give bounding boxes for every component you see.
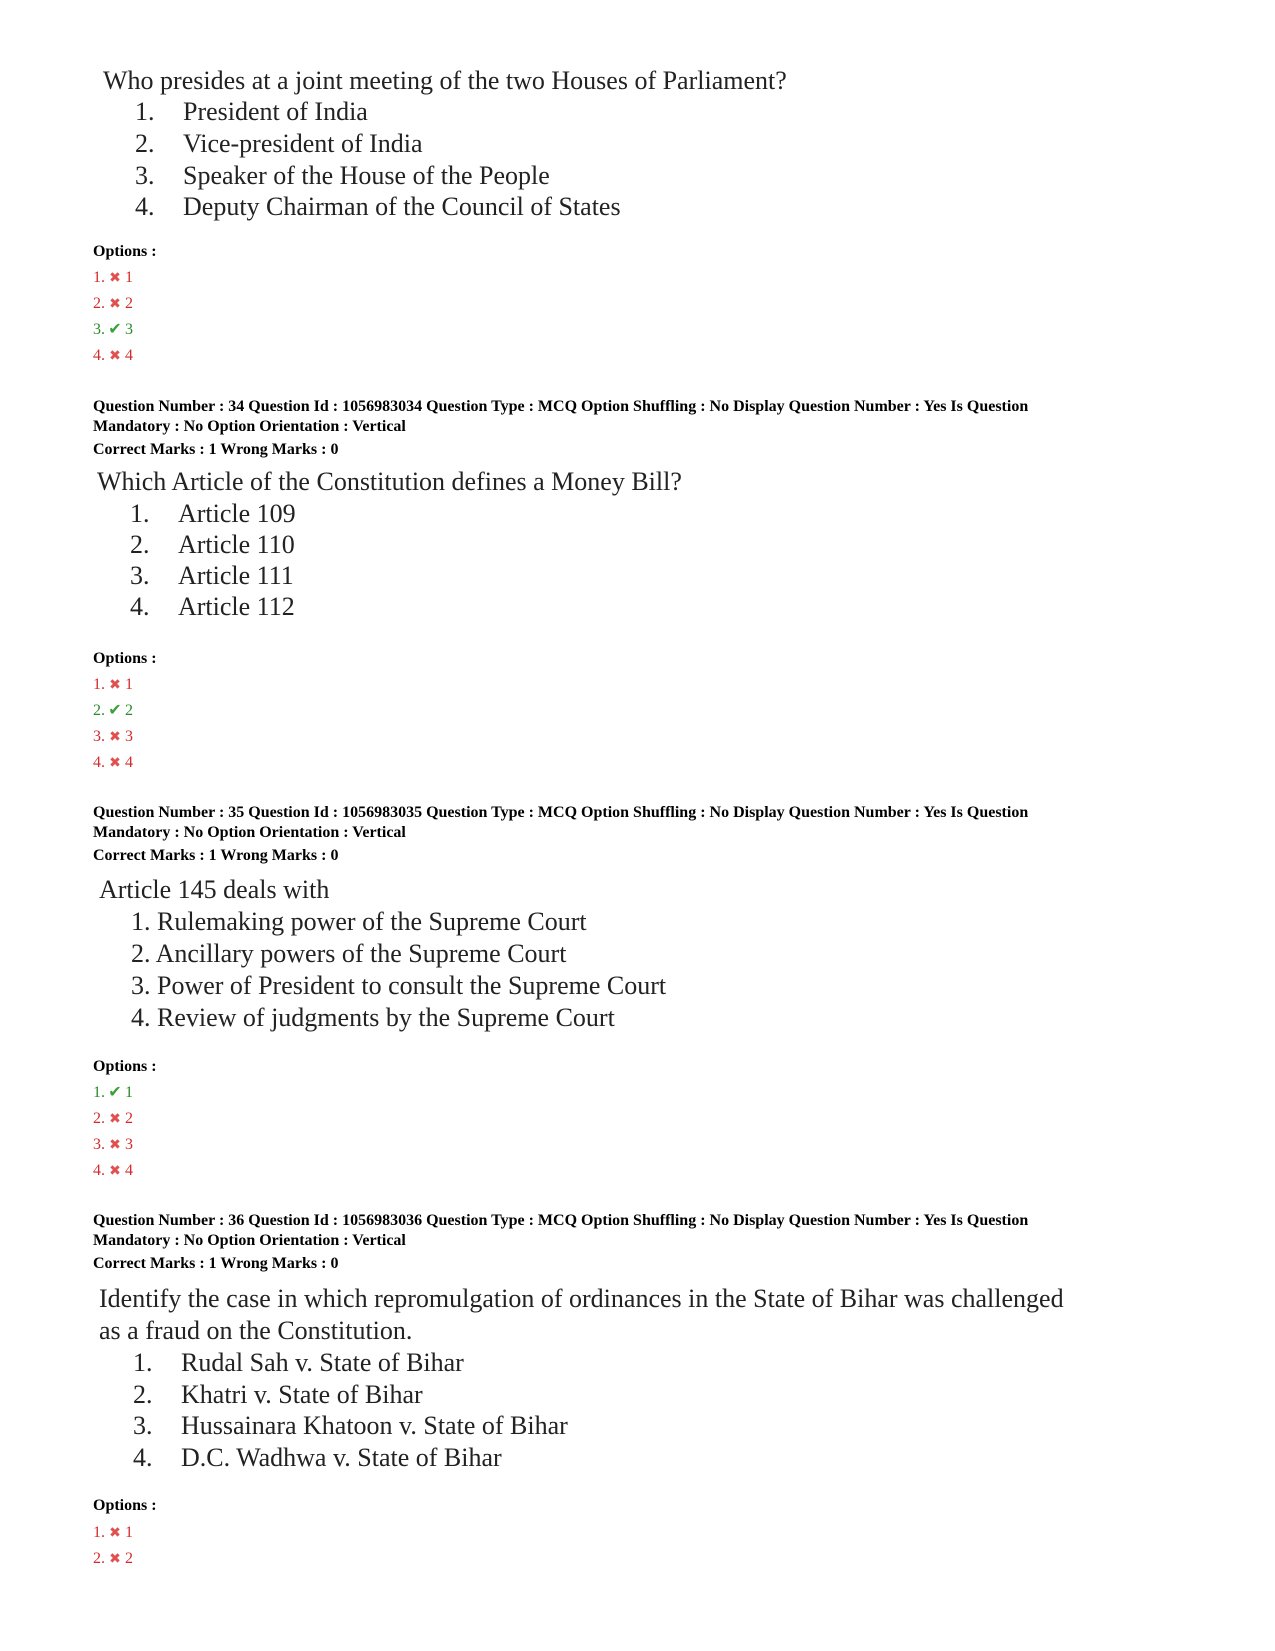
answer-option: 2. ✖ 2 [93, 294, 133, 315]
question-choice: 2. Ancillary powers of the Supreme Court [131, 939, 567, 968]
question-choice: 4. Deputy Chairman of the Council of States [135, 192, 621, 221]
question-meta: Question Number : 36 Question Id : 1056983036 Question Type : MCQ Option Shuffling : No Display Question Number : Yes Is Question Mandatory : No Option Orientation : Vertical Correct Marks : 1 Wrong Marks : 0 [93, 1212, 1029, 1272]
cross-mark-icon: ✖ [109, 678, 121, 693]
question-choice: 3. Power of President to consult the Supreme Court [131, 971, 667, 1000]
answer-option: 4. ✖ 4 [93, 346, 133, 367]
question-choice: 2. Khatri v. State of Bihar [133, 1380, 423, 1409]
options-label: Options : [93, 243, 157, 260]
answer-option: 3. ✖ 3 [93, 1135, 133, 1156]
answer-option: 2. ✖ 2 [93, 1109, 133, 1130]
answer-option: 1. ✖ 1 [93, 675, 133, 696]
question-text: Who presides at a joint meeting of the two Houses of Parliament? [103, 66, 787, 95]
question-choice: 3. Hussainara Khatoon v. State of Bihar [133, 1411, 568, 1440]
question-text: as a fraud on the Constitution. [99, 1316, 413, 1345]
answer-option: 2. ✔ 2 [93, 702, 133, 719]
question-choice: 4. Article 112 [130, 592, 295, 621]
question-text: Article 145 deals with [99, 875, 330, 904]
question-text: Which Article of the Constitution defines a Money Bill? [97, 467, 682, 496]
question-choice: 1. Rulemaking power of the Supreme Court [131, 907, 587, 936]
answer-option: 4. ✖ 4 [93, 753, 133, 774]
check-mark-icon: ✔ [108, 1084, 122, 1101]
cross-mark-icon: ✖ [109, 1164, 121, 1179]
answer-option: 3. ✖ 3 [93, 727, 133, 748]
question-meta: Question Number : 35 Question Id : 1056983035 Question Type : MCQ Option Shuffling : No Display Question Number : Yes Is Question Mandatory : No Option Orientation : Vertical Correct Marks : 1 Wrong Marks : 0 [93, 804, 1029, 864]
question-meta: Question Number : 34 Question Id : 1056983034 Question Type : MCQ Option Shuffling : No Display Question Number : Yes Is Question Mandatory : No Option Orientation : Vertical Correct Marks : 1 Wrong Marks : 0 [93, 398, 1029, 458]
question-choice: 3. Speaker of the House of the People [135, 161, 550, 190]
answer-option: 1. ✖ 1 [93, 1523, 133, 1544]
cross-mark-icon: ✖ [109, 349, 121, 364]
options-label: Options : [93, 1497, 157, 1514]
cross-mark-icon: ✖ [109, 1552, 121, 1567]
question-choice: 2. Article 110 [130, 530, 295, 559]
cross-mark-icon: ✖ [109, 730, 121, 745]
question-choice: 2. Vice-president of India [135, 129, 423, 158]
question-choice: 1. Article 109 [130, 499, 296, 528]
answer-option: 1. ✔ 1 [93, 1084, 133, 1101]
question-choice: 4. Review of judgments by the Supreme Court [131, 1003, 615, 1032]
cross-mark-icon: ✖ [109, 756, 121, 771]
cross-mark-icon: ✖ [109, 1526, 121, 1541]
question-choice: 1. Rudal Sah v. State of Bihar [133, 1348, 464, 1377]
cross-mark-icon: ✖ [109, 271, 121, 286]
answer-option: 3. ✔ 3 [93, 321, 133, 338]
cross-mark-icon: ✖ [109, 1138, 121, 1153]
question-choice: 4. D.C. Wadhwa v. State of Bihar [133, 1443, 502, 1472]
question-choice: 3. Article 111 [130, 561, 294, 590]
check-mark-icon: ✔ [108, 321, 122, 338]
answer-option: 2. ✖ 2 [93, 1549, 133, 1570]
question-text: Identify the case in which repromulgation of ordinances in the State of Bihar was challenged [99, 1284, 1064, 1313]
options-label: Options : [93, 650, 157, 667]
cross-mark-icon: ✖ [109, 1112, 121, 1127]
answer-option: 1. ✖ 1 [93, 268, 133, 289]
cross-mark-icon: ✖ [109, 297, 121, 312]
question-choice: 1. President of India [135, 97, 368, 126]
check-mark-icon: ✔ [108, 702, 122, 719]
answer-option: 4. ✖ 4 [93, 1161, 133, 1182]
options-label: Options : [93, 1058, 157, 1075]
